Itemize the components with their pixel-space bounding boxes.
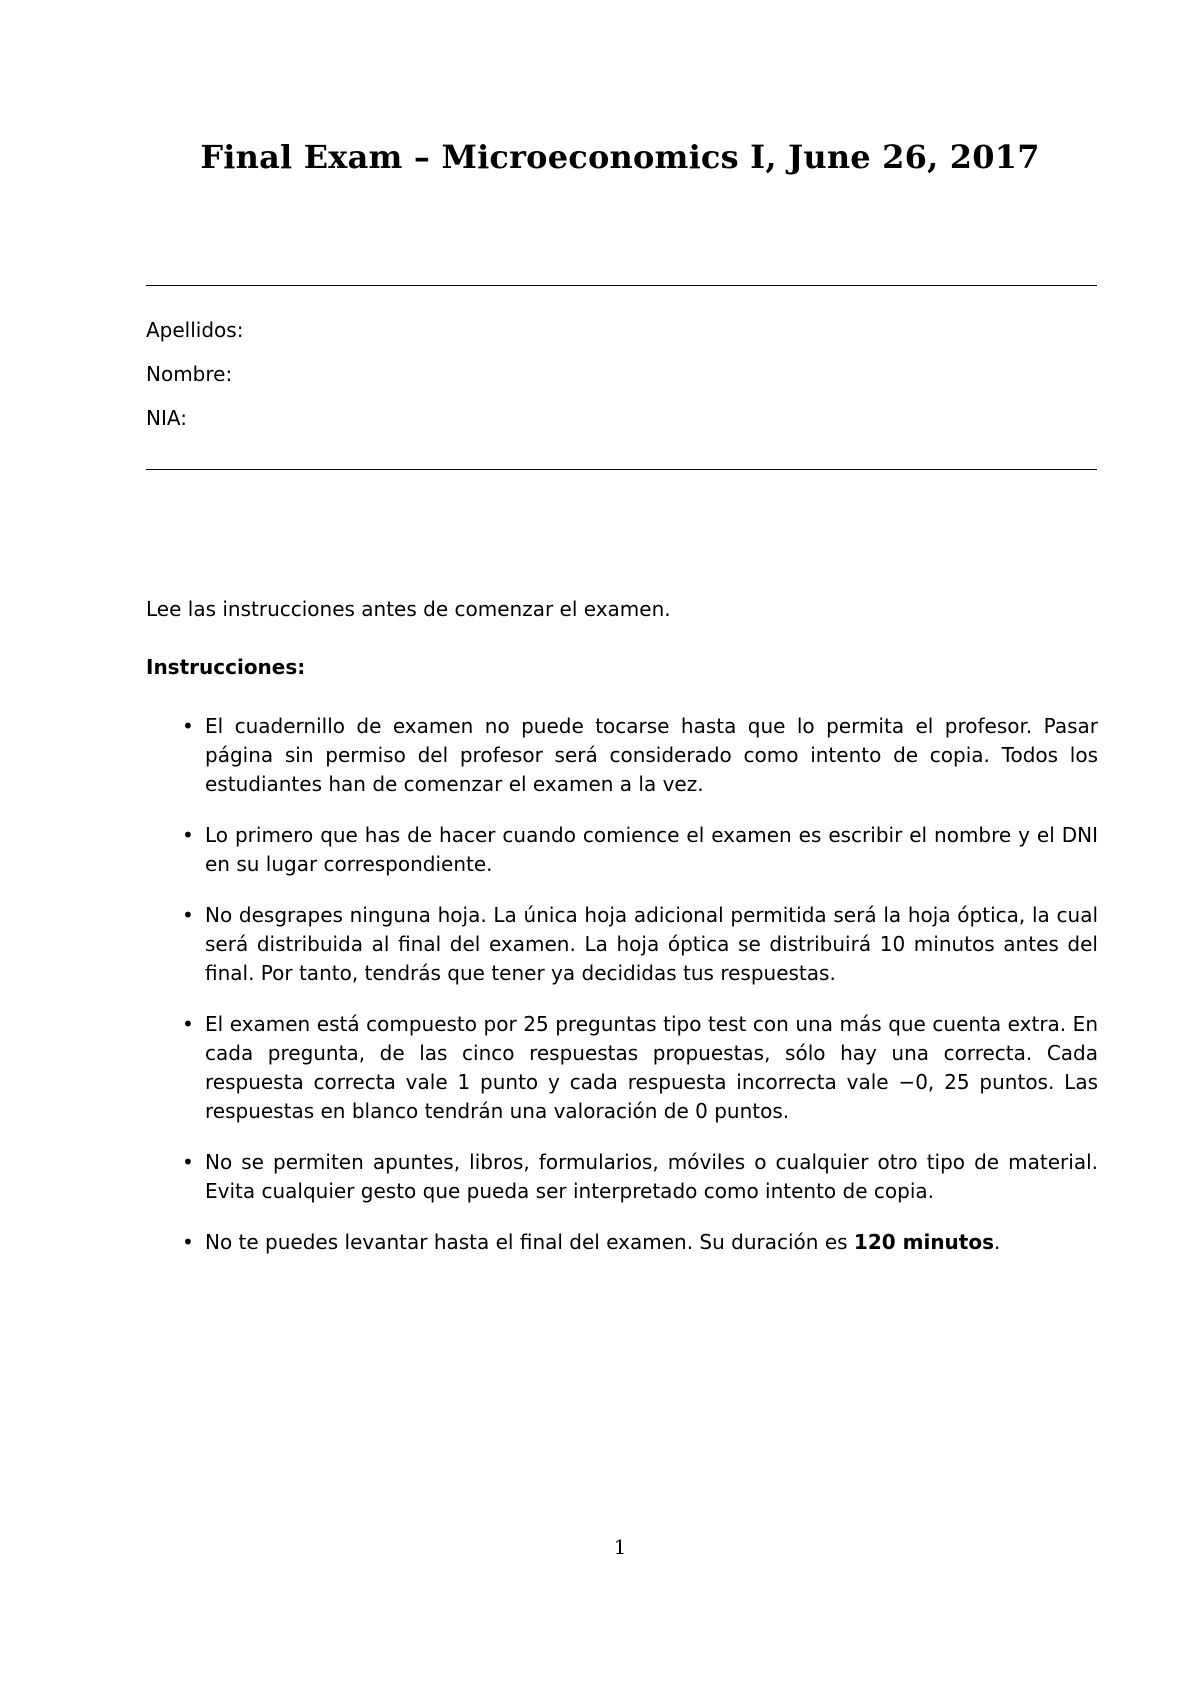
bullet-icon: •: [182, 903, 194, 927]
instruction-text: No desgrapes ninguna hoja. La única hoja adicional permitida será la hoja óptica, la cual será distribuida al final del examen. La hoja óptica se distribuirá 10 minutos antes del final. Por tanto, tendrás que tener ya decididas tus respuestas.: [205, 903, 1098, 985]
instruction-text: No se permiten apuntes, libros, formularios, móviles o cualquier otro tipo de material. Evita cualquier gesto que pueda ser interpretado como intento de copia.: [205, 1150, 1098, 1203]
bottom-divider: [146, 469, 1097, 470]
instruction-item: [146, 821, 1098, 879]
instruction-item: [146, 1010, 1098, 1126]
bullet-icon: •: [182, 714, 194, 738]
apellidos-label: Apellidos:: [146, 318, 244, 342]
bullet-icon: •: [182, 823, 194, 847]
instruction-text: No te puedes levantar hasta el final del examen. Su duración es: [205, 1230, 854, 1254]
bullet-icon: •: [182, 1012, 194, 1036]
instructions-list: [146, 712, 1098, 1279]
instruction-item: [146, 712, 1098, 799]
top-divider: [146, 285, 1097, 286]
instructions-heading: Instrucciones:: [146, 655, 306, 679]
instruction-suffix: .: [994, 1230, 1001, 1254]
instruction-text: Lo primero que has de hacer cuando comience el examen es escribir el nombre y el DNI en su lugar correspondiente.: [205, 823, 1098, 876]
nia-label: NIA:: [146, 406, 187, 430]
nombre-label: Nombre:: [146, 362, 233, 386]
instruction-item: [146, 1148, 1098, 1206]
instruction-text: El cuadernillo de examen no puede tocarse hasta que lo permita el profesor. Pasar página sin permiso del profesor será considerado como intento de copia. Todos los estudiantes han de comenzar el examen a la vez.: [205, 714, 1098, 796]
bullet-icon: •: [182, 1230, 194, 1254]
intro-text: Lee las instrucciones antes de comenzar el examen.: [146, 597, 671, 621]
page-number: 1: [613, 1535, 627, 1559]
instruction-item: [146, 901, 1098, 988]
bullet-icon: •: [182, 1150, 194, 1174]
instruction-text: El examen está compuesto por 25 preguntas tipo test con una más que cuenta extra. En cada pregunta, de las cinco respuestas propuestas, sólo hay una correcta. Cada respuesta correcta vale 1 punto y cada respuesta incorrecta vale −0, 25 puntos. Las respuestas en blanco tendrán una valoración de 0 puntos.: [205, 1012, 1098, 1123]
exam-title: Final Exam – Microeconomics I, June 26, 2017: [200, 138, 1040, 176]
instruction-item: [146, 1228, 1098, 1257]
duration-value: 120 minutos: [853, 1230, 994, 1254]
